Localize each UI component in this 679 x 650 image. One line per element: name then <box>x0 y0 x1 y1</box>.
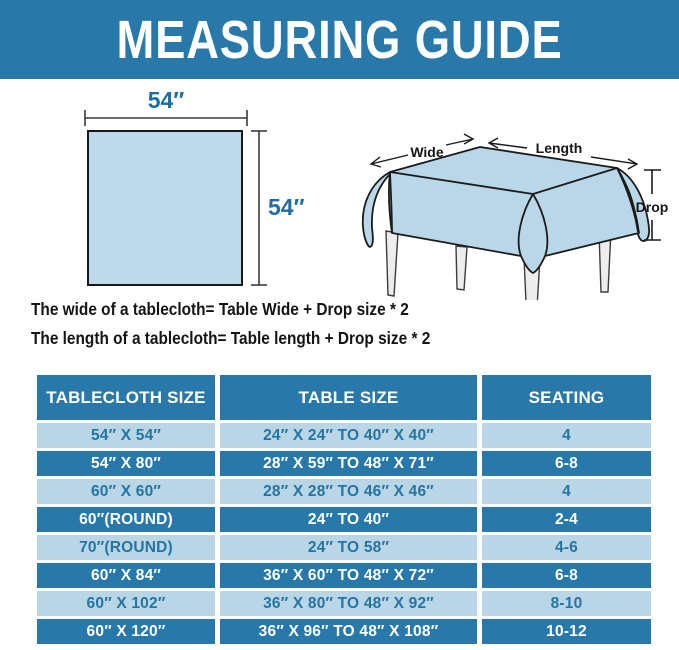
wide-label: Wide <box>410 144 444 160</box>
length-label: Length <box>535 140 583 156</box>
table-cell: 60″(ROUND) <box>37 507 215 532</box>
column-header-seating: SEATING <box>482 375 651 420</box>
table-cell: 36″ X 80″ TO 48″ X 92″ <box>220 591 477 616</box>
table-cell: 28″ X 59″ TO 48″ X 71″ <box>220 451 477 476</box>
table-cell: 60″ X 84″ <box>37 563 215 588</box>
formula-width: The wide of a tablecloth= Table Wide + Drop size * 2 <box>31 299 409 319</box>
diagram-area <box>0 79 679 300</box>
square-width-label: 54″ <box>147 87 185 113</box>
table-cell: 6-8 <box>482 563 651 588</box>
table-cell: 4-6 <box>482 535 651 560</box>
square-height-label: 54″ <box>268 194 305 220</box>
column-header-tablecloth-size: TABLECLOTH SIZE <box>37 375 215 420</box>
table-cell: 6-8 <box>482 451 651 476</box>
table-cell: 24″ TO 58″ <box>220 535 477 560</box>
table-cell: 8-10 <box>482 591 651 616</box>
table-cell: 28″ X 28″ TO 46″ X 46″ <box>220 479 477 504</box>
table-leg <box>456 246 467 290</box>
table-cell: 60″ X 60″ <box>37 479 215 504</box>
square-tablecloth-shape <box>88 131 242 285</box>
table-cell: 10-12 <box>482 619 651 644</box>
drop-label: Drop <box>635 199 669 215</box>
square-height-dimension <box>251 131 267 285</box>
table-cell: 60″ X 120″ <box>37 619 215 644</box>
tablecloth-square-diagram <box>85 87 305 285</box>
table-cell: 36″ X 96″ TO 48″ X 108″ <box>220 619 477 644</box>
table-cell: 54″ X 54″ <box>37 423 215 448</box>
size-table <box>37 375 651 644</box>
table-cell: 4 <box>482 479 651 504</box>
table-leg <box>386 231 398 296</box>
column-header-table-size: TABLE SIZE <box>220 375 477 420</box>
table-cell: 36″ X 60″ TO 48″ X 72″ <box>220 563 477 588</box>
table-cell: 24″ TO 40″ <box>220 507 477 532</box>
table-cell: 2-4 <box>482 507 651 532</box>
formula-length: The length of a tablecloth= Table length + Drop size * 2 <box>31 328 431 348</box>
page-title: MEASURING GUIDE <box>116 9 563 70</box>
table-cell: 70″(ROUND) <box>37 535 215 560</box>
table-cell: 24″ X 24″ TO 40″ X 40″ <box>220 423 477 448</box>
title-banner <box>0 0 679 79</box>
table-cell: 54″ X 80″ <box>37 451 215 476</box>
table-cell: 60″ X 102″ <box>37 591 215 616</box>
table-cell: 4 <box>482 423 651 448</box>
table-illustration <box>363 134 669 300</box>
